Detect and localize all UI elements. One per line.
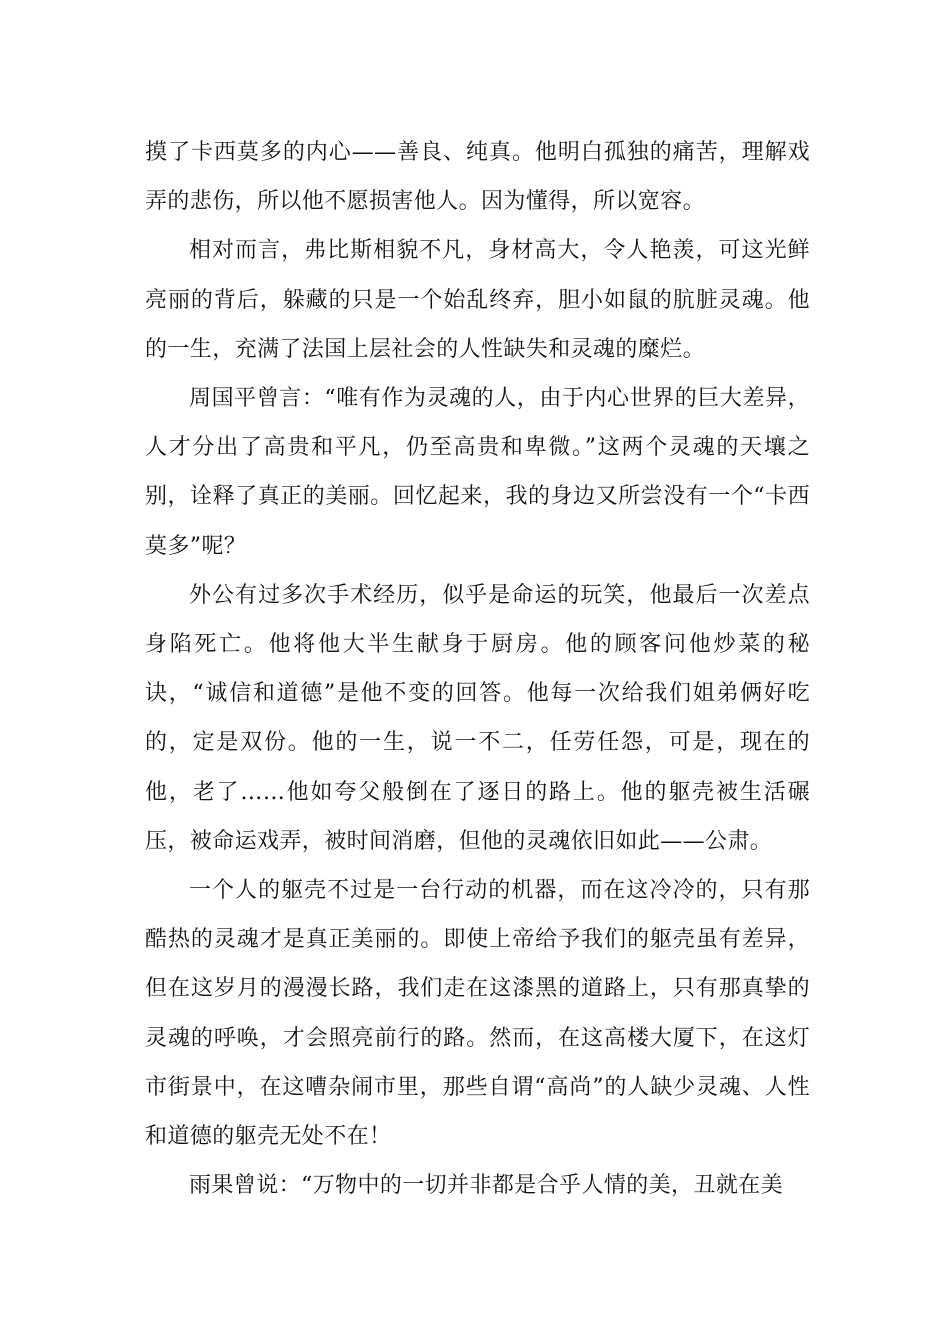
paragraph-6: 雨果曾说：“万物中的一切并非都是合乎人情的美，丑就在美 [189, 1173, 784, 1199]
paragraph-3: 周国平曾言：“唯有作为灵魂的人，由于内心世界的巨大差异，人才分出了高贵和平凡，仍至高贵和卑微。”这两个灵魂的天壤之别，诠释了真正的美丽。回忆起来，我的身边又所尝没有一个“卡西莫多”呢？ [145, 386, 810, 559]
paragraph-4: 外公有过多次手术经历，似乎是命运的玩笑，他最后一次差点身陷死亡。他将他大半生献身于厨房。他的顾客问他炒菜的秘诀，“诚信和道德”是他不变的回答。他每一次给我们姐弟俩好吃的，定是双份。他的一生，说一不二，任劳任怨，可是，现在的他，老了……他如夸父般倒在了逐日的路上。他的躯壳被生活碾压，被命运戏弄，被时间消磨，但他的灵魂依旧如此——公肃。 [145, 582, 810, 854]
paragraph-2: 相对而言，弗比斯相貌不凡，身材高大，令人艳羡，可这光鲜亮丽的背后，躲藏的只是一个始乱终弃，胆小如鼠的肮脏灵魂。他的一生，充满了法国上层社会的人性缺失和灵魂的糜烂。 [145, 238, 810, 362]
document-body [145, 128, 810, 1210]
paragraph-5: 一个人的躯壳不过是一台行动的机器，而在这冷冷的，只有那酷热的灵魂才是真正美丽的。即使上帝给予我们的躯壳虽有差异，但在这岁月的漫漫长路，我们走在这漆黑的道路上，只有那真挚的灵魂的呼唤，才会照亮前行的路。然而，在这高楼大厦下，在这灯市街景中，在这嘈杂闹市里，那些自谓“高尚”的人缺少灵魂、人性和道德的躯壳无处不在！ [145, 878, 810, 1150]
paragraph-1: 摸了卡西莫多的内心——善良、纯真。他明白孤独的痛苦，理解戏弄的悲伤，所以他不愿损害他人。因为懂得，所以宽容。 [145, 140, 810, 215]
